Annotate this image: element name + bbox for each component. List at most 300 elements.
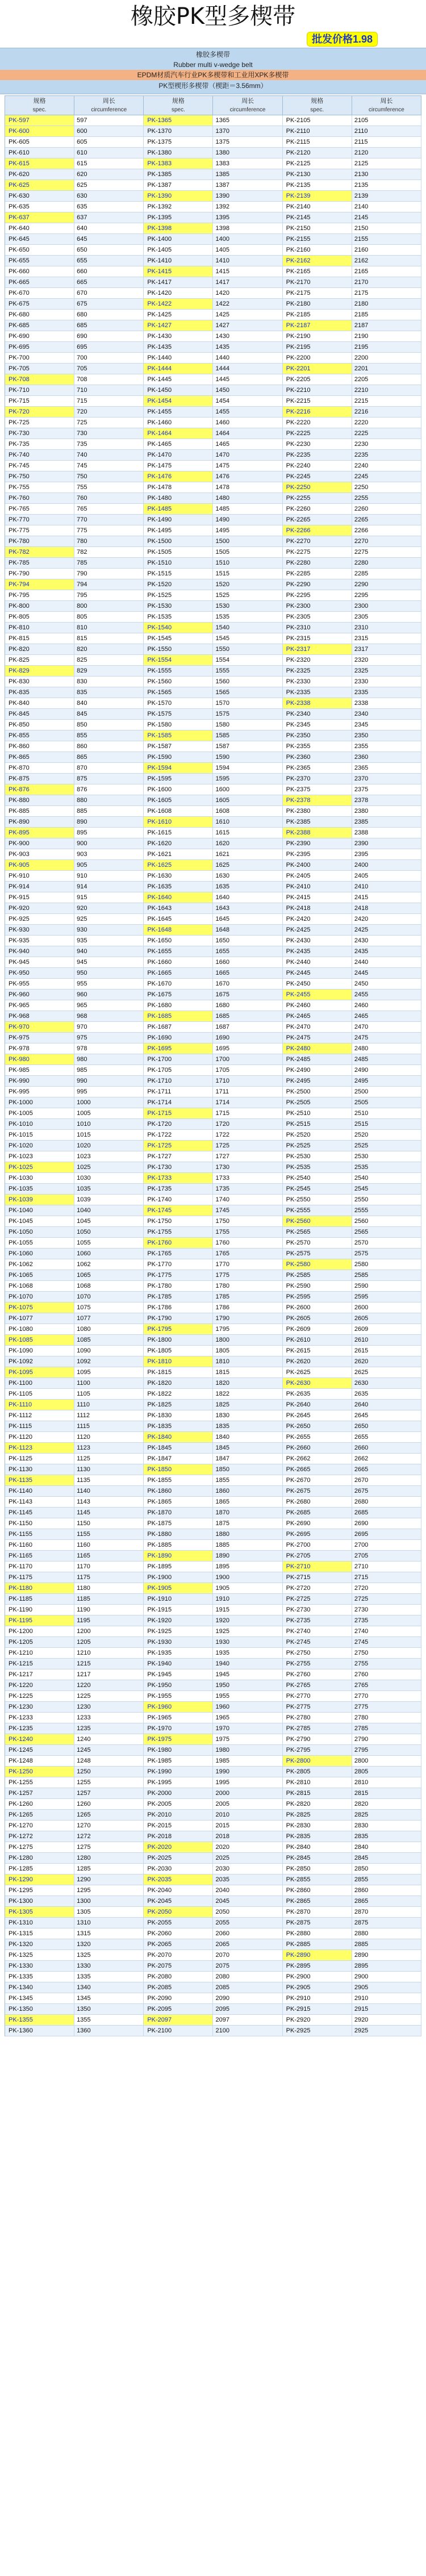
circumference-cell: 2265 (352, 515, 421, 525)
spec-cell: PK-1687 (144, 1022, 213, 1033)
circumference-cell: 2850 (352, 1864, 421, 1874)
spec-cell: PK-1733 (144, 1173, 213, 1184)
circumference-cell: 1594 (213, 763, 282, 774)
spec-cell: PK-782 (5, 547, 74, 558)
spec-cell: PK-2050 (144, 1907, 213, 1918)
circumference-cell: 1590 (213, 752, 282, 763)
spec-cell: PK-1695 (144, 1043, 213, 1054)
spec-cell: PK-2455 (283, 990, 352, 1000)
circumference-cell: 1205 (74, 1637, 144, 1648)
spec-cell: PK-1040 (5, 1205, 74, 1216)
spec-cell: PK-2330 (283, 677, 352, 687)
spec-cell: PK-1655 (144, 946, 213, 957)
spec-cell: PK-665 (5, 277, 74, 288)
spec-cell: PK-2662 (283, 1454, 352, 1464)
spec-cell: PK-1610 (144, 817, 213, 828)
circumference-cell: 2550 (352, 1195, 421, 1205)
spec-cell: PK-1420 (144, 288, 213, 299)
spec-cell: PK-2675 (283, 1486, 352, 1497)
circumference-cell: 968 (74, 1011, 144, 1022)
spec-cell: PK-708 (5, 374, 74, 385)
spec-cell: PK-1380 (144, 148, 213, 158)
spec-cell: PK-1965 (144, 1713, 213, 1723)
circumference-cell: 2545 (352, 1184, 421, 1195)
spec-cell: PK-1335 (5, 1972, 74, 1982)
spec-cell: PK-2250 (283, 482, 352, 493)
spec-cell: PK-1365 (144, 115, 213, 126)
circumference-cell: 2495 (352, 1076, 421, 1087)
circumference-cell: 1640 (213, 892, 282, 903)
spec-cell: PK-829 (5, 666, 74, 677)
spec-cell: PK-1195 (5, 1615, 74, 1626)
circumference-cell: 2435 (352, 946, 421, 957)
circumference-cell: 2830 (352, 1821, 421, 1831)
circumference-cell: 1910 (213, 1594, 282, 1605)
spec-cell: PK-1150 (5, 1518, 74, 1529)
circumference-cell: 2040 (213, 1885, 282, 1896)
circumference-cell: 1722 (213, 1130, 282, 1141)
col-header-en: circumference (229, 107, 266, 113)
spec-cell: PK-1435 (144, 342, 213, 353)
circumference-cell: 1535 (213, 612, 282, 623)
spec-cell: PK-1980 (144, 1745, 213, 1756)
circumference-cell: 895 (74, 828, 144, 838)
spec-cell: PK-2185 (283, 310, 352, 320)
circumference-cell: 2350 (352, 730, 421, 741)
spec-cell: PK-1272 (5, 1831, 74, 1842)
spec-cell: PK-890 (5, 817, 74, 828)
spec-cell: PK-2505 (283, 1097, 352, 1108)
spec-cell: PK-1444 (144, 364, 213, 374)
circumference-cell: 2455 (352, 990, 421, 1000)
circumference-cell: 2760 (352, 1669, 421, 1680)
circumference-cell: 1500 (213, 536, 282, 547)
circumference-cell: 1695 (213, 1043, 282, 1054)
circumference-cell: 1390 (213, 191, 282, 202)
circumference-cell: 1105 (74, 1389, 144, 1400)
spec-cell: PK-1880 (144, 1529, 213, 1540)
spec-cell: PK-1850 (144, 1464, 213, 1475)
spec-cell: PK-2145 (283, 212, 352, 223)
spec-cell: PK-2665 (283, 1464, 352, 1475)
circumference-cell: 1140 (74, 1486, 144, 1497)
spec-cell: PK-914 (5, 882, 74, 892)
spec-cell: PK-2350 (283, 730, 352, 741)
spec-cell: PK-1560 (144, 677, 213, 687)
circumference-cell: 1765 (213, 1249, 282, 1259)
spec-cell: PK-1375 (144, 137, 213, 148)
col-header-cn: 规格 (172, 98, 185, 105)
spec-cell: PK-2815 (283, 1788, 352, 1799)
spec-cell: PK-2020 (144, 1842, 213, 1853)
spec-cell: PK-980 (5, 1054, 74, 1065)
circumference-cell: 2110 (352, 126, 421, 137)
spec-cell: PK-1990 (144, 1767, 213, 1777)
spec-cell: PK-1065 (5, 1270, 74, 1281)
circumference-cell: 715 (74, 396, 144, 407)
spec-cell: PK-2520 (283, 1130, 352, 1141)
spec-cell: PK-870 (5, 763, 74, 774)
table-body (5, 115, 421, 2036)
col-header-cn: 周长 (380, 98, 393, 105)
spec-cell: PK-1090 (5, 1346, 74, 1356)
spec-cell: PK-2335 (283, 687, 352, 698)
circumference-cell: 2815 (352, 1788, 421, 1799)
spec-cell: PK-1105 (5, 1389, 74, 1400)
circumference-cell: 2100 (213, 2026, 282, 2036)
circumference-cell: 980 (74, 1054, 144, 1065)
spec-cell: PK-2030 (144, 1864, 213, 1874)
circumference-cell: 2000 (213, 1788, 282, 1799)
spec-cell: PK-1935 (144, 1648, 213, 1659)
spec-cell: PK-1135 (5, 1475, 74, 1486)
circumference-cell: 2609 (352, 1324, 421, 1335)
circumference-cell: 1960 (213, 1702, 282, 1713)
circumference-cell: 680 (74, 310, 144, 320)
spec-cell: PK-1390 (144, 191, 213, 202)
circumference-cell: 1630 (213, 871, 282, 882)
circumference-cell: 1570 (213, 698, 282, 709)
circumference-cell: 800 (74, 601, 144, 612)
spec-cell: PK-1215 (5, 1659, 74, 1669)
spec-cell: PK-2380 (283, 806, 352, 817)
spec-cell: PK-978 (5, 1043, 74, 1054)
col-header-circ-3 (352, 96, 421, 115)
spec-cell: PK-2535 (283, 1162, 352, 1173)
spec-cell: PK-1233 (5, 1713, 74, 1723)
spec-cell: PK-1130 (5, 1464, 74, 1475)
circumference-cell: 1515 (213, 569, 282, 579)
spec-cell: PK-2338 (283, 698, 352, 709)
spec-cell: PK-760 (5, 493, 74, 504)
spec-cell: PK-1995 (144, 1777, 213, 1788)
circumference-cell: 875 (74, 774, 144, 784)
circumference-cell: 600 (74, 126, 144, 137)
circumference-cell: 2340 (352, 709, 421, 720)
circumference-cell: 2765 (352, 1680, 421, 1691)
circumference-cell: 2715 (352, 1572, 421, 1583)
spec-cell: PK-1830 (144, 1410, 213, 1421)
spec-cell: PK-2765 (283, 1680, 352, 1691)
circumference-cell: 1330 (74, 1961, 144, 1972)
spec-cell: PK-1525 (144, 590, 213, 601)
spec-cell: PK-2745 (283, 1637, 352, 1648)
circumference-cell: 1645 (213, 914, 282, 925)
spec-cell: PK-1205 (5, 1637, 74, 1648)
spec-cell: PK-790 (5, 569, 74, 579)
spec-cell: PK-710 (5, 385, 74, 396)
spec-cell: PK-1315 (5, 1928, 74, 1939)
spec-cell: PK-1417 (144, 277, 213, 288)
spec-cell: PK-2795 (283, 1745, 352, 1756)
spec-cell: PK-885 (5, 806, 74, 817)
circumference-cell: 920 (74, 903, 144, 914)
spec-cell: PK-2070 (144, 1950, 213, 1961)
circumference-cell: 2662 (352, 1454, 421, 1464)
circumference-cell: 945 (74, 957, 144, 968)
spec-cell: PK-1780 (144, 1281, 213, 1292)
spec-cell: PK-1505 (144, 547, 213, 558)
spec-cell: PK-1620 (144, 838, 213, 849)
circumference-cell: 675 (74, 299, 144, 310)
circumference-cell: 1890 (213, 1551, 282, 1562)
spec-cell: PK-2425 (283, 925, 352, 936)
spec-cell: PK-1180 (5, 1583, 74, 1594)
col-header-cn: 周长 (241, 98, 254, 105)
circumference-cell: 655 (74, 256, 144, 266)
spec-cell: PK-2495 (283, 1076, 352, 1087)
spec-cell: PK-2735 (283, 1615, 352, 1626)
spec-cell: PK-625 (5, 180, 74, 191)
circumference-cell: 2345 (352, 720, 421, 730)
spec-cell: PK-2920 (283, 2015, 352, 2026)
circumference-cell: 1760 (213, 1238, 282, 1249)
spec-cell: PK-1392 (144, 202, 213, 212)
spec-cell: PK-1320 (5, 1939, 74, 1950)
circumference-cell: 985 (74, 1065, 144, 1076)
spec-cell: PK-1648 (144, 925, 213, 936)
circumference-cell: 1335 (74, 1972, 144, 1982)
spec-cell: PK-2115 (283, 137, 352, 148)
circumference-cell: 1062 (74, 1259, 144, 1270)
circumference-cell: 1080 (74, 1324, 144, 1335)
circumference-cell: 1990 (213, 1767, 282, 1777)
circumference-cell: 2285 (352, 569, 421, 579)
circumference-cell: 1400 (213, 234, 282, 245)
spec-cell: PK-1123 (5, 1443, 74, 1454)
circumference-cell: 1840 (213, 1432, 282, 1443)
circumference-cell: 2310 (352, 623, 421, 633)
spec-cell: PK-2195 (283, 342, 352, 353)
circumference-cell: 2055 (213, 1918, 282, 1928)
circumference-cell: 1790 (213, 1313, 282, 1324)
circumference-cell: 2780 (352, 1713, 421, 1723)
spec-cell: PK-2510 (283, 1108, 352, 1119)
spec-cell: PK-2295 (283, 590, 352, 601)
spec-cell: PK-1685 (144, 1011, 213, 1022)
spec-cell: PK-1520 (144, 579, 213, 590)
page-title: 橡胶PK型多楔带 (130, 3, 296, 30)
circumference-cell: 1444 (213, 364, 282, 374)
circumference-cell: 2510 (352, 1108, 421, 1119)
spec-cell: PK-2755 (283, 1659, 352, 1669)
spec-cell: PK-2530 (283, 1151, 352, 1162)
circumference-cell: 1217 (74, 1669, 144, 1680)
circumference-cell: 2245 (352, 471, 421, 482)
circumference-cell: 2570 (352, 1238, 421, 1249)
spec-cell: PK-2500 (283, 1087, 352, 1097)
circumference-cell: 1800 (213, 1335, 282, 1346)
spec-cell: PK-660 (5, 266, 74, 277)
spec-cell: PK-2100 (144, 2026, 213, 2036)
circumference-cell: 1450 (213, 385, 282, 396)
spec-cell: PK-1143 (5, 1497, 74, 1508)
circumference-cell: 2615 (352, 1346, 421, 1356)
circumference-cell: 2162 (352, 256, 421, 266)
spec-cell: PK-1025 (5, 1162, 74, 1173)
spec-cell: PK-815 (5, 633, 74, 644)
circumference-cell: 1123 (74, 1443, 144, 1454)
circumference-cell: 2870 (352, 1907, 421, 1918)
spec-cell: PK-2325 (283, 666, 352, 677)
spec-cell: PK-1595 (144, 774, 213, 784)
spec-cell: PK-2785 (283, 1723, 352, 1734)
circumference-cell: 1670 (213, 979, 282, 990)
circumference-cell: 645 (74, 234, 144, 245)
circumference-cell: 1733 (213, 1173, 282, 1184)
circumference-cell: 2440 (352, 957, 421, 968)
spec-cell: PK-2609 (283, 1324, 352, 1335)
circumference-cell: 1285 (74, 1864, 144, 1874)
spec-cell: PK-1615 (144, 828, 213, 838)
circumference-cell: 2145 (352, 212, 421, 223)
spec-cell: PK-975 (5, 1033, 74, 1043)
circumference-cell: 903 (74, 849, 144, 860)
spec-cell: PK-1587 (144, 741, 213, 752)
circumference-cell: 1835 (213, 1421, 282, 1432)
circumference-cell: 1525 (213, 590, 282, 601)
circumference-cell: 1015 (74, 1130, 144, 1141)
circumference-cell: 1398 (213, 223, 282, 234)
circumference-cell: 2905 (352, 1982, 421, 1993)
circumference-cell: 1420 (213, 288, 282, 299)
col-header-en: spec. (171, 107, 185, 113)
spec-cell: PK-1476 (144, 471, 213, 482)
spec-cell: PK-2610 (283, 1335, 352, 1346)
circumference-cell: 1070 (74, 1292, 144, 1302)
spec-cell: PK-2575 (283, 1249, 352, 1259)
circumference-cell: 900 (74, 838, 144, 849)
spec-cell: PK-2725 (283, 1594, 352, 1605)
spec-cell: PK-920 (5, 903, 74, 914)
circumference-cell: 1895 (213, 1562, 282, 1572)
spec-cell: PK-2187 (283, 320, 352, 331)
spec-cell: PK-1255 (5, 1777, 74, 1788)
spec-cell: PK-1625 (144, 860, 213, 871)
spec-cell: PK-2405 (283, 871, 352, 882)
spec-cell: PK-1722 (144, 1130, 213, 1141)
spec-cell: PK-2139 (283, 191, 352, 202)
spec-cell: PK-1480 (144, 493, 213, 504)
spec-cell: PK-2680 (283, 1497, 352, 1508)
circumference-cell: 2730 (352, 1605, 421, 1615)
spec-cell: PK-2135 (283, 180, 352, 191)
spec-cell: PK-2388 (283, 828, 352, 838)
spec-cell: PK-2640 (283, 1400, 352, 1410)
circumference-cell: 1110 (74, 1400, 144, 1410)
spec-cell: PK-2018 (144, 1831, 213, 1842)
circumference-cell: 1085 (74, 1335, 144, 1346)
spec-cell: PK-2385 (283, 817, 352, 828)
spec-cell: PK-2180 (283, 299, 352, 310)
spec-cell: PK-2790 (283, 1734, 352, 1745)
circumference-cell: 990 (74, 1076, 144, 1087)
spec-cell: PK-2490 (283, 1065, 352, 1076)
circumference-cell: 2225 (352, 428, 421, 439)
spec-cell: PK-2395 (283, 849, 352, 860)
circumference-cell: 770 (74, 515, 144, 525)
spec-cell: PK-1755 (144, 1227, 213, 1238)
circumference-cell: 2665 (352, 1464, 421, 1475)
spec-cell: PK-1725 (144, 1141, 213, 1151)
circumference-cell: 1275 (74, 1842, 144, 1853)
spec-cell: PK-903 (5, 849, 74, 860)
spec-cell: PK-1590 (144, 752, 213, 763)
spec-cell: PK-700 (5, 353, 74, 364)
spec-cell: PK-1580 (144, 720, 213, 730)
circumference-cell: 2465 (352, 1011, 421, 1022)
spec-cell: PK-637 (5, 212, 74, 223)
circumference-cell: 1850 (213, 1464, 282, 1475)
circumference-cell: 2295 (352, 590, 421, 601)
circumference-cell: 760 (74, 493, 144, 504)
spec-cell: PK-995 (5, 1087, 74, 1097)
circumference-cell: 685 (74, 320, 144, 331)
spec-cell: PK-2040 (144, 1885, 213, 1896)
circumference-cell: 1880 (213, 1529, 282, 1540)
spec-cell: PK-794 (5, 579, 74, 590)
circumference-cell: 2485 (352, 1054, 421, 1065)
spec-cell: PK-875 (5, 774, 74, 784)
spec-cell: PK-1055 (5, 1238, 74, 1249)
circumference-cell: 2260 (352, 504, 421, 515)
spec-cell: PK-1085 (5, 1335, 74, 1346)
circumference-cell: 2025 (213, 1853, 282, 1864)
spec-cell: PK-2895 (283, 1961, 352, 1972)
spec-cell: PK-1630 (144, 871, 213, 882)
circumference-cell: 2525 (352, 1141, 421, 1151)
spec-cell: PK-1515 (144, 569, 213, 579)
circumference-cell: 1930 (213, 1637, 282, 1648)
circumference-cell: 2170 (352, 277, 421, 288)
circumference-cell: 965 (74, 1000, 144, 1011)
spec-cell: PK-2555 (283, 1205, 352, 1216)
circumference-cell: 2800 (352, 1756, 421, 1767)
spec-cell: PK-1115 (5, 1421, 74, 1432)
spec-cell: PK-2000 (144, 1788, 213, 1799)
col-header-cn: 周长 (102, 98, 115, 105)
circumference-cell: 1550 (213, 644, 282, 655)
spec-cell: PK-1045 (5, 1216, 74, 1227)
spec-cell: PK-750 (5, 471, 74, 482)
spec-cell: PK-1690 (144, 1033, 213, 1043)
circumference-cell: 1060 (74, 1249, 144, 1259)
circumference-cell: 2640 (352, 1400, 421, 1410)
spec-cell: PK-1410 (144, 256, 213, 266)
spec-cell: PK-2280 (283, 558, 352, 569)
spec-cell: PK-2418 (283, 903, 352, 914)
circumference-cell: 1490 (213, 515, 282, 525)
circumference-cell: 1505 (213, 547, 282, 558)
circumference-cell: 2097 (213, 2015, 282, 2026)
circumference-cell: 1615 (213, 828, 282, 838)
spec-cell: PK-1395 (144, 212, 213, 223)
circumference-cell: 1145 (74, 1508, 144, 1518)
circumference-cell: 1310 (74, 1918, 144, 1928)
spec-cell: PK-1750 (144, 1216, 213, 1227)
spec-cell: PK-705 (5, 364, 74, 374)
spec-cell: PK-1340 (5, 1982, 74, 1993)
spec-cell: PK-1660 (144, 957, 213, 968)
spec-cell: PK-600 (5, 126, 74, 137)
spec-cell: PK-1475 (144, 461, 213, 471)
circumference-cell: 1355 (74, 2015, 144, 2026)
spec-cell: PK-1460 (144, 417, 213, 428)
circumference-cell: 1995 (213, 1777, 282, 1788)
spec-cell: PK-1925 (144, 1626, 213, 1637)
spec-cell: PK-2310 (283, 623, 352, 633)
col-header-en: circumference (91, 107, 127, 113)
